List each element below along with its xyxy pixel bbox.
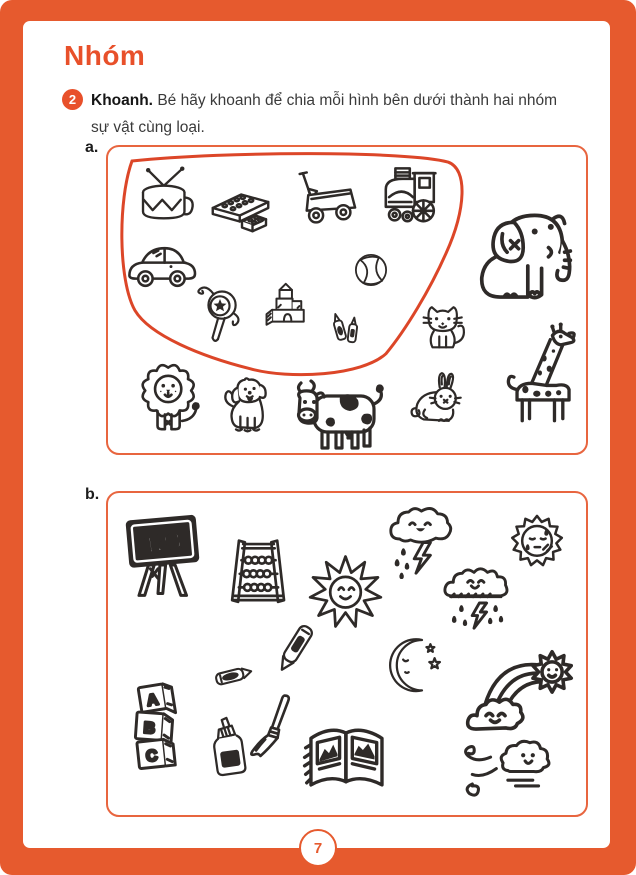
abacus-icon (216, 533, 301, 618)
section-b-box (106, 491, 588, 817)
answer-loop (108, 147, 586, 453)
page-number-badge (299, 829, 337, 867)
section-b-label: b. (85, 486, 100, 503)
instruction-paragraph (91, 88, 576, 141)
page-title: Nhóm (64, 40, 146, 71)
exercise-verb: Khoanh. (91, 92, 153, 109)
crayon-large-icon (258, 615, 330, 687)
svg-text:123: 123 (141, 526, 184, 559)
section-a-label: a. (85, 139, 99, 156)
instruction-text: Bé hãy khoanh để chia mỗi hình bên dưới thành hai nhóm sự vật cùng loại. (91, 92, 558, 136)
rainbow-icon (458, 635, 570, 747)
open-book-icon (294, 698, 400, 804)
exercise-number-badge: 2 (62, 89, 83, 110)
windy-cloud-icon (456, 736, 552, 832)
exercise-instruction (62, 88, 576, 141)
crescent-moon-icon (380, 633, 450, 703)
blackboard-icon (120, 508, 215, 603)
page-number: 7 (313, 839, 323, 857)
svg-text:B: B (143, 719, 156, 738)
svg-text:A: A (145, 691, 160, 710)
svg-text:C: C (145, 747, 159, 766)
section-a-box (106, 145, 588, 455)
